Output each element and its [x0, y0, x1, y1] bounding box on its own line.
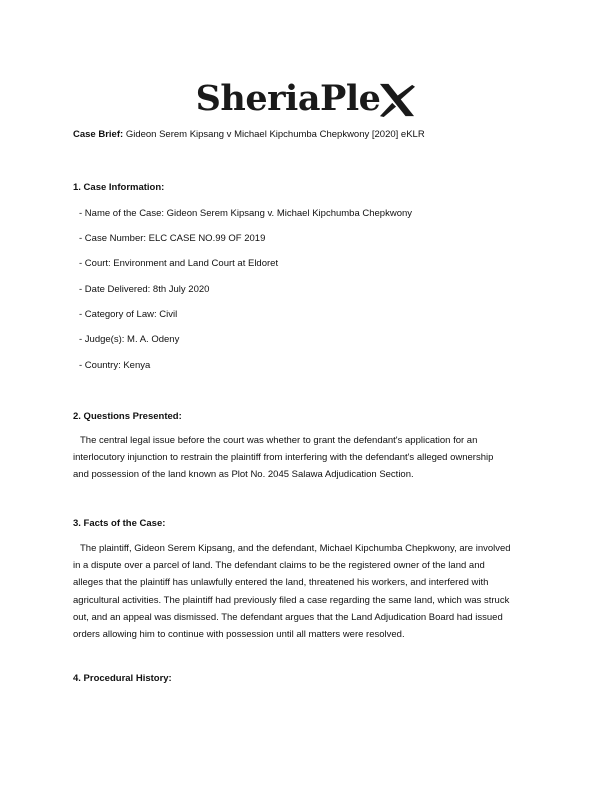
paragraph-line: out, and an appeal was dismissed. The defendant argues that the Land Adjudication Board had issued: [73, 611, 503, 623]
section-heading-case-information: 1. Case Information:: [73, 182, 165, 193]
sheriaplex-logo: [0, 74, 612, 124]
section-heading-procedural-history: 4. Procedural History:: [73, 673, 172, 684]
paragraph-line: and possession of the land known as Plot No. 2045 Salawa Adjudication Section.: [73, 469, 414, 481]
case-brief-line: [73, 129, 425, 141]
paragraph-line: orders allowing him to continue with possession until all matters were resolved.: [73, 629, 405, 641]
case-info-number: - Case Number: ELC CASE NO.99 OF 2019: [79, 233, 266, 244]
paragraph-line: interlocutory injunction to restrain the plaintiff from interfering with the defendant's alleged ownership: [73, 452, 494, 464]
case-info-name: - Name of the Case: Gideon Serem Kipsang v. Michael Kipchumba Chepkwony: [79, 208, 413, 219]
case-brief-label: Case Brief:: [73, 129, 124, 140]
paragraph-line: in a dispute over a parcel of land. The defendant claims to be the registered owner of the land and: [73, 560, 485, 572]
section-heading-questions-presented: 2. Questions Presented:: [73, 411, 182, 422]
paragraph-line: alleges that the plaintiff has unlawfully entered the land, threatened his workers, and interfered with: [73, 577, 489, 589]
section-heading-facts: 3. Facts of the Case:: [73, 518, 166, 529]
case-info-category: - Category of Law: Civil: [79, 309, 178, 320]
case-info-judges: - Judge(s): M. A. Odeny: [79, 334, 180, 345]
paragraph-line: agricultural activities. The plaintiff had previously filed a case regarding the same land, which was struck: [73, 594, 510, 606]
case-info-country: - Country: Kenya: [79, 360, 151, 371]
paragraph-line: The plaintiff, Gideon Serem Kipsang, and the defendant, Michael Kipchumba Chepkwony, are involved: [80, 543, 511, 554]
logo-wordmark: SheriaPle: [195, 78, 381, 119]
x-logo-icon: [378, 82, 416, 118]
case-brief-title: Gideon Serem Kipsang v Michael Kipchumba Chepkwony [2020] eKLR: [125, 129, 425, 140]
questions-presented-paragraph: [73, 432, 543, 484]
paragraph-line: The central legal issue before the court was whether to grant the defendant's application for an: [80, 435, 478, 446]
case-info-date: - Date Delivered: 8th July 2020: [79, 284, 210, 295]
facts-paragraph: [73, 540, 543, 643]
case-info-court: - Court: Environment and Land Court at Eldoret: [79, 258, 279, 269]
